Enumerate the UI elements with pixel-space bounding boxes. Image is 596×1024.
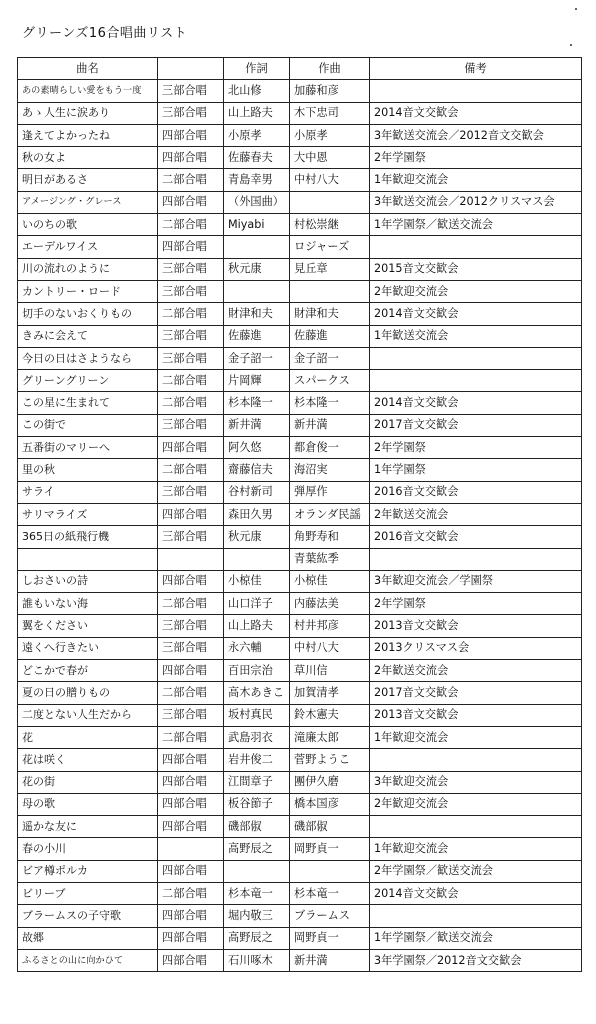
table-row bbox=[18, 214, 582, 236]
lyricist-cell: 森田久男 bbox=[224, 503, 290, 525]
composer-cell: 橋本国彦 bbox=[290, 793, 370, 815]
lyricist-cell: 岩井俊二 bbox=[224, 749, 290, 771]
composer-cell bbox=[290, 280, 370, 302]
table-row bbox=[18, 771, 582, 793]
table-row bbox=[18, 303, 582, 325]
song-title-cell: 秋の女よ bbox=[18, 147, 158, 169]
table-row bbox=[18, 124, 582, 146]
composer-cell: 小原孝 bbox=[290, 124, 370, 146]
table-row bbox=[18, 637, 582, 659]
remarks-cell: 2年学園祭 bbox=[370, 437, 582, 459]
arrangement-cell: 二部合唱 bbox=[158, 392, 224, 414]
arrangement-cell: 二部合唱 bbox=[158, 459, 224, 481]
lyricist-cell: 秋元康 bbox=[224, 258, 290, 280]
song-title-cell: いのちの歌 bbox=[18, 214, 158, 236]
composer-cell: 滝廉太郎 bbox=[290, 726, 370, 748]
table-row bbox=[18, 593, 582, 615]
arrangement-cell: 三部合唱 bbox=[158, 280, 224, 302]
composer-cell: ロジャーズ bbox=[290, 236, 370, 258]
arrangement-cell: 四部合唱 bbox=[158, 437, 224, 459]
song-title-cell: アメージング・グレース bbox=[18, 191, 158, 213]
arrangement-cell: 三部合唱 bbox=[158, 325, 224, 347]
arrangement-cell: 三部合唱 bbox=[158, 258, 224, 280]
remarks-cell: 1年歓送交流会 bbox=[370, 325, 582, 347]
table-row bbox=[18, 102, 582, 124]
composer-cell: 中村八大 bbox=[290, 637, 370, 659]
arrangement-cell: 四部合唱 bbox=[158, 949, 224, 971]
song-title-cell: 夏の日の贈りもの bbox=[18, 682, 158, 704]
composer-cell: 鈴木憲夫 bbox=[290, 704, 370, 726]
table-row bbox=[18, 191, 582, 213]
table-row bbox=[18, 570, 582, 592]
lyricist-cell: 新井満 bbox=[224, 414, 290, 436]
composer-cell: 岡野貞一 bbox=[290, 927, 370, 949]
arrangement-cell: 二部合唱 bbox=[158, 682, 224, 704]
table-row bbox=[18, 236, 582, 258]
table-header-row bbox=[18, 58, 582, 80]
table-row bbox=[18, 816, 582, 838]
arrangement-cell: 三部合唱 bbox=[158, 80, 224, 102]
arrangement-cell: 四部合唱 bbox=[158, 147, 224, 169]
song-title-cell: 川の流れのように bbox=[18, 258, 158, 280]
composer-cell: 財津和夫 bbox=[290, 303, 370, 325]
arrangement-cell: 三部合唱 bbox=[158, 615, 224, 637]
composer-cell: 金子詔一 bbox=[290, 347, 370, 369]
remarks-cell bbox=[370, 905, 582, 927]
remarks-cell: 2017音文交歓会 bbox=[370, 682, 582, 704]
lyricist-cell: 片岡輝 bbox=[224, 370, 290, 392]
song-title-cell: サリマライズ bbox=[18, 503, 158, 525]
lyricist-cell bbox=[224, 280, 290, 302]
song-title-cell: カントリー・ロード bbox=[18, 280, 158, 302]
lyricist-cell: 高野辰之 bbox=[224, 927, 290, 949]
table-row bbox=[18, 459, 582, 481]
table-row bbox=[18, 615, 582, 637]
remarks-cell: 2年学園祭／歓送交流会 bbox=[370, 860, 582, 882]
arrangement-cell: 三部合唱 bbox=[158, 414, 224, 436]
arrangement-cell: 三部合唱 bbox=[158, 481, 224, 503]
table-row bbox=[18, 169, 582, 191]
lyricist-cell: 杉本隆一 bbox=[224, 392, 290, 414]
scan-speck bbox=[570, 44, 572, 46]
column-header-composer: 作曲 bbox=[290, 58, 370, 80]
composer-cell: 大中恩 bbox=[290, 147, 370, 169]
table-row bbox=[18, 370, 582, 392]
arrangement-cell: 四部合唱 bbox=[158, 927, 224, 949]
lyricist-cell: 小椋佳 bbox=[224, 570, 290, 592]
page-title: グリーンズ16合唱曲リスト bbox=[22, 26, 188, 41]
remarks-cell: 2年歓迎交流会 bbox=[370, 280, 582, 302]
remarks-cell: 3年歓迎交流会 bbox=[370, 771, 582, 793]
remarks-cell bbox=[370, 816, 582, 838]
arrangement-cell: 二部合唱 bbox=[158, 169, 224, 191]
remarks-cell: 2年歓送交流会 bbox=[370, 503, 582, 525]
lyricist-cell: 高野辰之 bbox=[224, 838, 290, 860]
composer-cell: 杉本竜一 bbox=[290, 882, 370, 904]
song-title-cell: 母の歌 bbox=[18, 793, 158, 815]
lyricist-cell: 佐藤進 bbox=[224, 325, 290, 347]
remarks-cell: 2017音文交歓会 bbox=[370, 414, 582, 436]
remarks-cell: 2014音文交歓会 bbox=[370, 392, 582, 414]
table-row bbox=[18, 503, 582, 525]
song-title-cell: グリーングリーン bbox=[18, 370, 158, 392]
remarks-cell: 1年歓迎交流会 bbox=[370, 838, 582, 860]
lyricist-cell bbox=[224, 860, 290, 882]
table-row bbox=[18, 882, 582, 904]
table-row bbox=[18, 392, 582, 414]
remarks-cell bbox=[370, 370, 582, 392]
lyricist-cell: 青島幸男 bbox=[224, 169, 290, 191]
table-row bbox=[18, 905, 582, 927]
song-title-cell: どこかで春が bbox=[18, 660, 158, 682]
arrangement-cell bbox=[158, 838, 224, 860]
table-row bbox=[18, 481, 582, 503]
composer-cell: 青葉紘季 bbox=[290, 548, 370, 570]
song-title-cell: ビア樽ポルカ bbox=[18, 860, 158, 882]
arrangement-cell: 四部合唱 bbox=[158, 771, 224, 793]
composer-cell: 木下忠司 bbox=[290, 102, 370, 124]
lyricist-cell: 山上路夫 bbox=[224, 102, 290, 124]
composer-cell: 新井満 bbox=[290, 949, 370, 971]
song-title-cell: 遥かな友に bbox=[18, 816, 158, 838]
arrangement-cell: 三部合唱 bbox=[158, 347, 224, 369]
song-title-cell: 逢えてよかったね bbox=[18, 124, 158, 146]
table-row bbox=[18, 793, 582, 815]
lyricist-cell: 秋元康 bbox=[224, 526, 290, 548]
table-row bbox=[18, 414, 582, 436]
table-row bbox=[18, 325, 582, 347]
composer-cell: 海沼実 bbox=[290, 459, 370, 481]
lyricist-cell: 谷村新司 bbox=[224, 481, 290, 503]
song-title-cell: エーデルワイス bbox=[18, 236, 158, 258]
lyricist-cell: 杉本竜一 bbox=[224, 882, 290, 904]
lyricist-cell: 石川啄木 bbox=[224, 949, 290, 971]
table-row bbox=[18, 258, 582, 280]
lyricist-cell: 磯部俶 bbox=[224, 816, 290, 838]
song-title-cell: この街で bbox=[18, 414, 158, 436]
column-header-parts bbox=[158, 58, 224, 80]
song-title-cell: しおさいの詩 bbox=[18, 570, 158, 592]
arrangement-cell: 四部合唱 bbox=[158, 860, 224, 882]
remarks-cell bbox=[370, 347, 582, 369]
arrangement-cell: 二部合唱 bbox=[158, 214, 224, 236]
table-row bbox=[18, 838, 582, 860]
song-title-cell: 誰もいない海 bbox=[18, 593, 158, 615]
lyricist-cell: 齋藤信夫 bbox=[224, 459, 290, 481]
arrangement-cell: 三部合唱 bbox=[158, 102, 224, 124]
table-row bbox=[18, 682, 582, 704]
lyricist-cell: （外国曲） bbox=[224, 191, 290, 213]
song-title-cell: サライ bbox=[18, 481, 158, 503]
arrangement-cell bbox=[158, 548, 224, 570]
composer-cell: 村井邦彦 bbox=[290, 615, 370, 637]
song-title-cell: 春の小川 bbox=[18, 838, 158, 860]
remarks-cell: 1年学園祭／歓送交流会 bbox=[370, 214, 582, 236]
remarks-cell bbox=[370, 548, 582, 570]
lyricist-cell: 金子詔一 bbox=[224, 347, 290, 369]
lyricist-cell bbox=[224, 236, 290, 258]
table-row bbox=[18, 347, 582, 369]
song-title-cell: ふるさとの山に向かひて bbox=[18, 949, 158, 971]
composer-cell: 加賀清孝 bbox=[290, 682, 370, 704]
song-title-cell: 遠くへ行きたい bbox=[18, 637, 158, 659]
table-row bbox=[18, 80, 582, 102]
song-title-cell: 花は咲く bbox=[18, 749, 158, 771]
remarks-cell: 3年歓迎交流会／学園祭 bbox=[370, 570, 582, 592]
composer-cell: スパークス bbox=[290, 370, 370, 392]
arrangement-cell: 二部合唱 bbox=[158, 882, 224, 904]
composer-cell: 岡野貞一 bbox=[290, 838, 370, 860]
song-title-cell: 花 bbox=[18, 726, 158, 748]
remarks-cell: 1年歓迎交流会 bbox=[370, 169, 582, 191]
arrangement-cell: 四部合唱 bbox=[158, 905, 224, 927]
composer-cell: 磯部俶 bbox=[290, 816, 370, 838]
arrangement-cell: 四部合唱 bbox=[158, 503, 224, 525]
composer-cell: 小椋佳 bbox=[290, 570, 370, 592]
composer-cell: 加藤和彦 bbox=[290, 80, 370, 102]
lyricist-cell: Miyabi bbox=[224, 214, 290, 236]
composer-cell bbox=[290, 191, 370, 213]
remarks-cell: 1年学園祭／歓送交流会 bbox=[370, 927, 582, 949]
song-title-cell: 故郷 bbox=[18, 927, 158, 949]
remarks-cell: 3年歓送交流会／2012クリスマス会 bbox=[370, 191, 582, 213]
arrangement-cell: 四部合唱 bbox=[158, 236, 224, 258]
lyricist-cell: 山口洋子 bbox=[224, 593, 290, 615]
arrangement-cell: 二部合唱 bbox=[158, 726, 224, 748]
arrangement-cell: 四部合唱 bbox=[158, 660, 224, 682]
lyricist-cell: 堀内敬三 bbox=[224, 905, 290, 927]
remarks-cell: 2年学園祭 bbox=[370, 147, 582, 169]
table-row bbox=[18, 147, 582, 169]
arrangement-cell: 二部合唱 bbox=[158, 593, 224, 615]
scan-speck bbox=[575, 8, 577, 10]
column-header-lyricist: 作詞 bbox=[224, 58, 290, 80]
remarks-cell: 2016音文交歓会 bbox=[370, 481, 582, 503]
table-row bbox=[18, 749, 582, 771]
table-row bbox=[18, 860, 582, 882]
composer-cell bbox=[290, 860, 370, 882]
table-row bbox=[18, 437, 582, 459]
lyricist-cell: 山上路夫 bbox=[224, 615, 290, 637]
lyricist-cell: 北山修 bbox=[224, 80, 290, 102]
remarks-cell: 2013音文交歓会 bbox=[370, 615, 582, 637]
song-title-cell: あの素晴らしい愛をもう一度 bbox=[18, 80, 158, 102]
arrangement-cell: 四部合唱 bbox=[158, 191, 224, 213]
song-title-cell: 里の秋 bbox=[18, 459, 158, 481]
song-title-cell: 今日の日はさようなら bbox=[18, 347, 158, 369]
remarks-cell bbox=[370, 749, 582, 771]
song-title-cell: ブラームスの子守歌 bbox=[18, 905, 158, 927]
table-row bbox=[18, 726, 582, 748]
remarks-cell: 2年歓迎交流会 bbox=[370, 793, 582, 815]
table-row bbox=[18, 927, 582, 949]
remarks-cell: 2014音文交歓会 bbox=[370, 102, 582, 124]
arrangement-cell: 四部合唱 bbox=[158, 124, 224, 146]
song-title-cell: きみに会えて bbox=[18, 325, 158, 347]
remarks-cell: 3年歓送交流会／2012音文交歓会 bbox=[370, 124, 582, 146]
composer-cell: オランダ民謡 bbox=[290, 503, 370, 525]
remarks-cell bbox=[370, 236, 582, 258]
lyricist-cell: 武島羽衣 bbox=[224, 726, 290, 748]
composer-cell: 角野寿和 bbox=[290, 526, 370, 548]
song-title-cell: 花の街 bbox=[18, 771, 158, 793]
song-title-cell bbox=[18, 548, 158, 570]
song-title-cell: ビリーブ bbox=[18, 882, 158, 904]
arrangement-cell: 三部合唱 bbox=[158, 637, 224, 659]
composer-cell: 都倉俊一 bbox=[290, 437, 370, 459]
composer-cell: ブラームス bbox=[290, 905, 370, 927]
lyricist-cell: 板谷節子 bbox=[224, 793, 290, 815]
lyricist-cell: 財津和夫 bbox=[224, 303, 290, 325]
composer-cell: 佐藤進 bbox=[290, 325, 370, 347]
table-row bbox=[18, 660, 582, 682]
composer-cell: 内藤法美 bbox=[290, 593, 370, 615]
lyricist-cell: 高木あきこ bbox=[224, 682, 290, 704]
arrangement-cell: 二部合唱 bbox=[158, 303, 224, 325]
composer-cell: 草川信 bbox=[290, 660, 370, 682]
song-title-cell: 切手のないおくりもの bbox=[18, 303, 158, 325]
song-title-cell: 明日があるさ bbox=[18, 169, 158, 191]
remarks-cell: 2014音文交歓会 bbox=[370, 882, 582, 904]
lyricist-cell: 小原孝 bbox=[224, 124, 290, 146]
arrangement-cell: 三部合唱 bbox=[158, 526, 224, 548]
table-row bbox=[18, 704, 582, 726]
arrangement-cell: 三部合唱 bbox=[158, 704, 224, 726]
composer-cell: 團伊久磨 bbox=[290, 771, 370, 793]
remarks-cell: 2年歓送交流会 bbox=[370, 660, 582, 682]
column-header-title: 曲名 bbox=[18, 58, 158, 80]
remarks-cell bbox=[370, 80, 582, 102]
arrangement-cell: 四部合唱 bbox=[158, 570, 224, 592]
remarks-cell: 3年学園祭／2012音文交歓会 bbox=[370, 949, 582, 971]
lyricist-cell: 百田宗治 bbox=[224, 660, 290, 682]
table-row bbox=[18, 548, 582, 570]
composer-cell: 菅野ようこ bbox=[290, 749, 370, 771]
arrangement-cell: 四部合唱 bbox=[158, 793, 224, 815]
song-title-cell: この星に生まれて bbox=[18, 392, 158, 414]
composer-cell: 杉本隆一 bbox=[290, 392, 370, 414]
table-row bbox=[18, 280, 582, 302]
remarks-cell: 1年学園祭 bbox=[370, 459, 582, 481]
song-title-cell: 二度とない人生だから bbox=[18, 704, 158, 726]
composer-cell: 新井満 bbox=[290, 414, 370, 436]
lyricist-cell: 阿久悠 bbox=[224, 437, 290, 459]
lyricist-cell: 坂村真民 bbox=[224, 704, 290, 726]
remarks-cell: 2013音文交歓会 bbox=[370, 704, 582, 726]
remarks-cell: 2年学園祭 bbox=[370, 593, 582, 615]
column-header-remarks: 備考 bbox=[370, 58, 582, 80]
arrangement-cell: 四部合唱 bbox=[158, 816, 224, 838]
composer-cell: 中村八大 bbox=[290, 169, 370, 191]
remarks-cell: 2016音文交歓会 bbox=[370, 526, 582, 548]
remarks-cell: 2015音文交歓会 bbox=[370, 258, 582, 280]
song-list-table bbox=[17, 57, 582, 972]
lyricist-cell: 佐藤春夫 bbox=[224, 147, 290, 169]
composer-cell: 弾厚作 bbox=[290, 481, 370, 503]
song-title-cell: あゝ人生に涙あり bbox=[18, 102, 158, 124]
table-row bbox=[18, 526, 582, 548]
lyricist-cell: 永六輔 bbox=[224, 637, 290, 659]
arrangement-cell: 二部合唱 bbox=[158, 370, 224, 392]
remarks-cell: 1年歓迎交流会 bbox=[370, 726, 582, 748]
arrangement-cell: 四部合唱 bbox=[158, 749, 224, 771]
remarks-cell: 2014音文交歓会 bbox=[370, 303, 582, 325]
composer-cell: 見丘章 bbox=[290, 258, 370, 280]
composer-cell: 村松崇継 bbox=[290, 214, 370, 236]
table-row bbox=[18, 949, 582, 971]
remarks-cell: 2013クリスマス会 bbox=[370, 637, 582, 659]
song-title-cell: 五番街のマリーへ bbox=[18, 437, 158, 459]
lyricist-cell: 江間章子 bbox=[224, 771, 290, 793]
song-title-cell: 365日の紙飛行機 bbox=[18, 526, 158, 548]
lyricist-cell bbox=[224, 548, 290, 570]
song-title-cell: 翼をください bbox=[18, 615, 158, 637]
